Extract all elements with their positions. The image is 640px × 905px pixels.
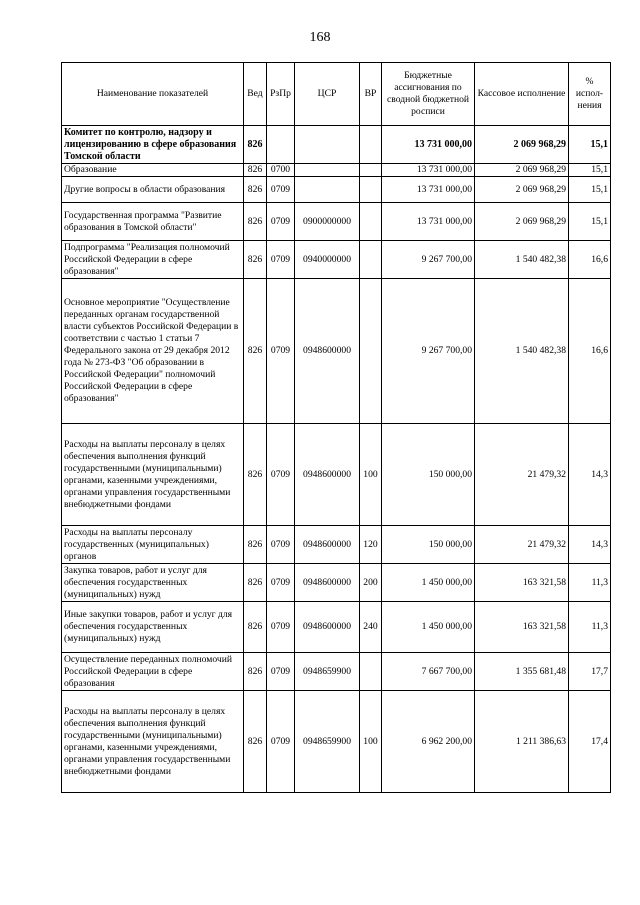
cell-vr: 120 [360, 526, 382, 564]
cell-ved: 826 [244, 602, 267, 653]
cell-ved: 826 [244, 564, 267, 602]
cell-name: Расходы на выплаты персоналу в целях обеспечения выполнения функций государственными (муниципальными) органами, казенными учреждениями, органами управления государственными внебюджетными фондами [62, 691, 244, 793]
cell-csr: 0948659900 [295, 653, 360, 691]
table-row [62, 564, 611, 602]
page-number: 168 [309, 30, 331, 45]
cell-ved: 826 [244, 126, 267, 164]
cell-rzpr: 0709 [267, 203, 295, 241]
cell-cash: 163 321,58 [475, 602, 569, 653]
header-name: Наименование показателей [62, 63, 244, 126]
cell-vr [360, 203, 382, 241]
cell-name: Комитет по контролю, надзору и лицензированию в сфере образования Томской области [62, 126, 244, 164]
cell-csr [295, 126, 360, 164]
cell-cash: 1 355 681,48 [475, 653, 569, 691]
cell-ved: 826 [244, 164, 267, 177]
cell-budget: 1 450 000,00 [382, 602, 475, 653]
cell-pct: 11,3 [569, 602, 611, 653]
table-row [62, 653, 611, 691]
cell-rzpr: 0709 [267, 177, 295, 203]
cell-name: Образование [62, 164, 244, 177]
cell-budget: 150 000,00 [382, 424, 475, 526]
cell-cash: 163 321,58 [475, 564, 569, 602]
cell-ved: 826 [244, 653, 267, 691]
cell-csr: 0948600000 [295, 564, 360, 602]
cell-rzpr: 0709 [267, 424, 295, 526]
cell-csr: 0948659900 [295, 691, 360, 793]
cell-cash: 2 069 968,29 [475, 126, 569, 164]
cell-budget: 9 267 700,00 [382, 279, 475, 424]
cell-budget: 13 731 000,00 [382, 203, 475, 241]
table-row [62, 241, 611, 279]
cell-rzpr: 0709 [267, 602, 295, 653]
cell-pct: 17,4 [569, 691, 611, 793]
cell-budget: 9 267 700,00 [382, 241, 475, 279]
cell-budget: 150 000,00 [382, 526, 475, 564]
table-row [62, 177, 611, 203]
cell-cash: 21 479,32 [475, 526, 569, 564]
cell-budget: 7 667 700,00 [382, 653, 475, 691]
cell-pct: 15,1 [569, 177, 611, 203]
cell-ved: 826 [244, 279, 267, 424]
cell-vr: 240 [360, 602, 382, 653]
cell-pct: 14,3 [569, 526, 611, 564]
cell-cash: 2 069 968,29 [475, 164, 569, 177]
header-rzpr: РзПр [267, 63, 295, 126]
cell-rzpr: 0709 [267, 564, 295, 602]
budget-execution-table [61, 62, 611, 793]
cell-name: Иные закупки товаров, работ и услуг для обеспечения государственных (муниципальных) нужд [62, 602, 244, 653]
cell-ved: 826 [244, 203, 267, 241]
table-row [62, 279, 611, 424]
cell-pct: 15,1 [569, 203, 611, 241]
cell-vr [360, 126, 382, 164]
cell-ved: 826 [244, 241, 267, 279]
table-row [62, 126, 611, 164]
cell-vr [360, 279, 382, 424]
cell-ved: 826 [244, 691, 267, 793]
cell-pct: 16,6 [569, 241, 611, 279]
cell-csr [295, 177, 360, 203]
cell-budget: 6 962 200,00 [382, 691, 475, 793]
cell-name: Другие вопросы в области образования [62, 177, 244, 203]
cell-rzpr: 0709 [267, 526, 295, 564]
cell-name: Закупка товаров, работ и услуг для обеспечения государственных (муниципальных) нужд [62, 564, 244, 602]
cell-cash: 2 069 968,29 [475, 177, 569, 203]
cell-vr [360, 164, 382, 177]
cell-budget: 13 731 000,00 [382, 177, 475, 203]
header-pct: % испол-нения [569, 63, 611, 126]
cell-ved: 826 [244, 177, 267, 203]
cell-rzpr: 0709 [267, 279, 295, 424]
header-ved: Вед [244, 63, 267, 126]
cell-vr: 200 [360, 564, 382, 602]
table-row [62, 526, 611, 564]
cell-budget: 13 731 000,00 [382, 164, 475, 177]
cell-rzpr: 0709 [267, 691, 295, 793]
cell-rzpr [267, 126, 295, 164]
cell-csr: 0948600000 [295, 424, 360, 526]
table-row [62, 164, 611, 177]
header-vr: ВР [360, 63, 382, 126]
cell-name: Основное мероприятие "Осуществление переданных органам государственной власти субъектов Российской Федерации в соответствии с частью 1 статьи 7 Федерального закона от 29 декабря 2012 года № 273-ФЗ "Об образовании в Российской Федерации" полномочий Российской Федерации в сфере образования" [62, 279, 244, 424]
cell-csr: 0940000000 [295, 241, 360, 279]
cell-csr: 0948600000 [295, 279, 360, 424]
cell-vr [360, 653, 382, 691]
cell-pct: 15,1 [569, 126, 611, 164]
cell-csr: 0948600000 [295, 602, 360, 653]
cell-cash: 1 540 482,38 [475, 241, 569, 279]
cell-budget: 13 731 000,00 [382, 126, 475, 164]
cell-budget: 1 450 000,00 [382, 564, 475, 602]
cell-pct: 16,6 [569, 279, 611, 424]
cell-csr: 0948600000 [295, 526, 360, 564]
header-cash: Кассовое исполнение [475, 63, 569, 126]
header-csr: ЦСР [295, 63, 360, 126]
cell-name: Осуществление переданных полномочий Российской Федерации в сфере образования [62, 653, 244, 691]
cell-name: Расходы на выплаты персоналу в целях обеспечения выполнения функций государственными (муниципальными) органами, казенными учреждениями, органами управления государственными внебюджетными фондами [62, 424, 244, 526]
table-row [62, 424, 611, 526]
cell-csr [295, 164, 360, 177]
table-header-row [62, 63, 611, 126]
cell-vr [360, 177, 382, 203]
cell-name: Расходы на выплаты персоналу государственных (муниципальных) органов [62, 526, 244, 564]
cell-csr: 0900000000 [295, 203, 360, 241]
cell-vr: 100 [360, 691, 382, 793]
cell-ved: 826 [244, 424, 267, 526]
cell-rzpr: 0709 [267, 241, 295, 279]
table-row [62, 203, 611, 241]
cell-cash: 2 069 968,29 [475, 203, 569, 241]
cell-cash: 21 479,32 [475, 424, 569, 526]
table-row [62, 602, 611, 653]
cell-pct: 14,3 [569, 424, 611, 526]
cell-name: Подпрограмма "Реализация полномочий Российской Федерации в сфере образования" [62, 241, 244, 279]
cell-ved: 826 [244, 526, 267, 564]
cell-cash: 1 540 482,38 [475, 279, 569, 424]
header-budget: Бюджетные ассигнования по сводной бюджетной росписи [382, 63, 475, 126]
cell-cash: 1 211 386,63 [475, 691, 569, 793]
cell-pct: 17,7 [569, 653, 611, 691]
cell-vr: 100 [360, 424, 382, 526]
table-row [62, 691, 611, 793]
cell-rzpr: 0700 [267, 164, 295, 177]
cell-name: Государственная программа "Развитие образования в Томской области" [62, 203, 244, 241]
cell-pct: 15,1 [569, 164, 611, 177]
cell-rzpr: 0709 [267, 653, 295, 691]
cell-pct: 11,3 [569, 564, 611, 602]
cell-vr [360, 241, 382, 279]
